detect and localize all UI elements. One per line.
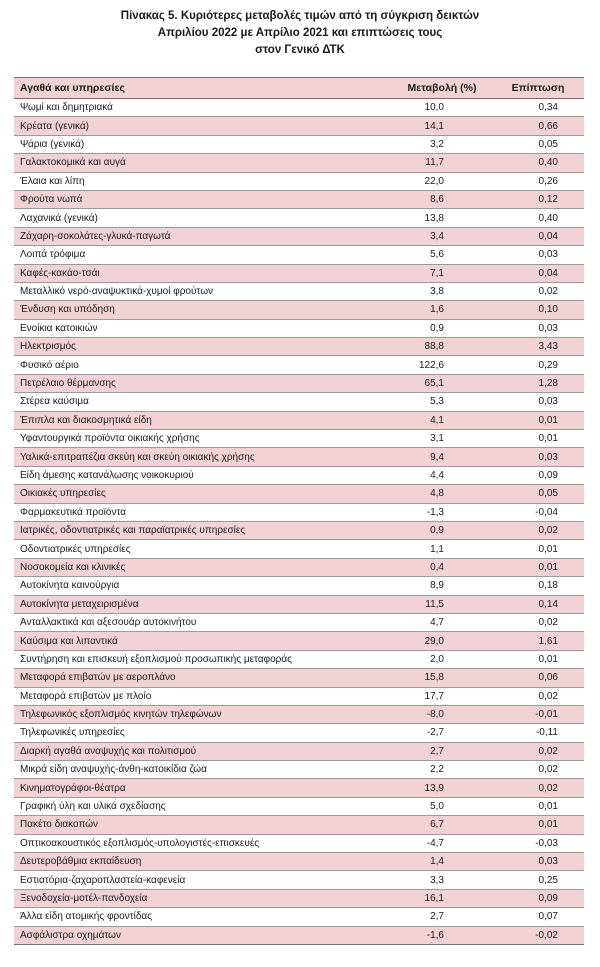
row-change-cell: 4,8 [372, 485, 492, 503]
row-impact-cell: 0,09 [492, 466, 584, 484]
row-impact-cell: 0,01 [492, 430, 584, 448]
table-row [14, 338, 584, 356]
row-goods-cell: Μεταλλικό νερό-αναψυκτικά-χυμοί φρούτων [14, 282, 372, 300]
row-impact-cell: 1,61 [492, 632, 584, 650]
row-change-cell: 5,0 [372, 797, 492, 815]
row-change-cell: 22,0 [372, 172, 492, 190]
row-impact-cell: 0,02 [492, 613, 584, 631]
row-goods-cell: Αυτοκίνητα μεταχειρισμένα [14, 595, 372, 613]
row-impact-cell: 0,04 [492, 227, 584, 245]
row-goods-cell: Άλλα είδη ατομικής φροντίδας [14, 908, 372, 926]
row-impact-cell: 0,40 [492, 154, 584, 172]
row-impact-cell: 0,02 [492, 779, 584, 797]
table-row [14, 650, 584, 668]
table-row [14, 264, 584, 282]
row-change-cell: 3,8 [372, 282, 492, 300]
row-goods-cell: Γαλακτοκομικά και αυγά [14, 154, 372, 172]
row-change-cell: 4,7 [372, 613, 492, 631]
row-goods-cell: Δευτεροβάθμια εκπαίδευση [14, 853, 372, 871]
table-row [14, 485, 584, 503]
row-goods-cell: Εστιατόρια-ζαχαροπλαστεία-καφενεία [14, 871, 372, 889]
row-change-cell: 3,3 [372, 871, 492, 889]
row-impact-cell: 0,09 [492, 889, 584, 907]
row-impact-cell: 1,28 [492, 374, 584, 392]
title-line-3: στον Γενικό ΔΤΚ [255, 44, 345, 56]
row-impact-cell: 0,01 [492, 797, 584, 815]
table-row [14, 761, 584, 779]
table-row [14, 135, 584, 153]
row-goods-cell: Ψάρια (γενικά) [14, 135, 372, 153]
table-row [14, 577, 584, 595]
row-goods-cell: Λαχανικά (γενικά) [14, 209, 372, 227]
row-impact-cell: 0,02 [492, 687, 584, 705]
row-change-cell: -1,6 [372, 926, 492, 944]
row-impact-cell: 0,03 [492, 246, 584, 264]
table-row [14, 356, 584, 374]
row-impact-cell: 0,05 [492, 485, 584, 503]
row-goods-cell: Φυσικό αέριο [14, 356, 372, 374]
row-impact-cell: 0,01 [492, 540, 584, 558]
row-impact-cell: 0,03 [492, 393, 584, 411]
row-change-cell: 4,1 [372, 411, 492, 429]
row-change-cell: 16,1 [372, 889, 492, 907]
table-row [14, 521, 584, 539]
row-change-cell: -4,7 [372, 834, 492, 852]
table-row [14, 117, 584, 135]
row-goods-cell: Γραφική ύλη και υλικά σχεδίασης [14, 797, 372, 815]
row-impact-cell: 0,06 [492, 669, 584, 687]
row-impact-cell: 0,01 [492, 816, 584, 834]
table-row [14, 374, 584, 392]
table-row [14, 227, 584, 245]
table-row [14, 632, 584, 650]
row-goods-cell: Είδη άμεσης κατανάλωσης νοικοκυριού [14, 466, 372, 484]
table-row [14, 154, 584, 172]
row-goods-cell: Ιατρικές, οδοντιατρικές και παραϊατρικές υπηρεσίες [14, 521, 372, 539]
row-goods-cell: Ασφάλιστρα οχημάτων [14, 926, 372, 944]
row-impact-cell: 0,02 [492, 282, 584, 300]
row-change-cell: 4,4 [372, 466, 492, 484]
table-row [14, 430, 584, 448]
row-impact-cell: 0,04 [492, 264, 584, 282]
row-goods-cell: Κινηματογράφοι-θέατρα [14, 779, 372, 797]
row-goods-cell: Έλαια και λίπη [14, 172, 372, 190]
row-change-cell: -8,0 [372, 705, 492, 723]
row-impact-cell: -0,01 [492, 705, 584, 723]
table-row [14, 301, 584, 319]
row-change-cell: 15,8 [372, 669, 492, 687]
row-impact-cell: 0,26 [492, 172, 584, 190]
row-goods-cell: Συντήρηση και επισκευή εξοπλισμού προσωπικής μεταφοράς [14, 650, 372, 668]
table-row [14, 834, 584, 852]
row-goods-cell: Καφές-κακάο-τσάι [14, 264, 372, 282]
row-goods-cell: Οπτικοακουστικός εξοπλισμός-υπολογιστές-επισκευές [14, 834, 372, 852]
header-impact: Επίπτωση [492, 78, 584, 99]
row-change-cell: 9,4 [372, 448, 492, 466]
header-change: Μεταβολή (%) [372, 78, 492, 99]
row-goods-cell: Ανταλλακτικά και αξεσουάρ αυτοκινήτου [14, 613, 372, 631]
row-impact-cell: -0,02 [492, 926, 584, 944]
row-impact-cell: 0,02 [492, 521, 584, 539]
row-goods-cell: Μικρά είδη αναψυχής-άνθη-κατοικίδια ζώα [14, 761, 372, 779]
row-change-cell: 14,1 [372, 117, 492, 135]
row-impact-cell: 0,18 [492, 577, 584, 595]
table-title [0, 8, 600, 59]
row-change-cell: 1,1 [372, 540, 492, 558]
table-row [14, 503, 584, 521]
row-impact-cell: 3,43 [492, 338, 584, 356]
row-change-cell: 11,5 [372, 595, 492, 613]
row-change-cell: 13,9 [372, 779, 492, 797]
table-row [14, 448, 584, 466]
row-change-cell: 0,4 [372, 558, 492, 576]
row-change-cell: 3,2 [372, 135, 492, 153]
row-impact-cell: 0,01 [492, 650, 584, 668]
table-row [14, 540, 584, 558]
row-change-cell: 122,6 [372, 356, 492, 374]
header-goods: Αγαθά και υπηρεσίες [14, 78, 372, 99]
row-impact-cell: 0,25 [492, 871, 584, 889]
row-goods-cell: Ένδυση και υπόδηση [14, 301, 372, 319]
table-row [14, 797, 584, 815]
row-impact-cell: 0,12 [492, 190, 584, 208]
table-row [14, 558, 584, 576]
row-impact-cell: 0,10 [492, 301, 584, 319]
row-goods-cell: Πακέτο διακοπών [14, 816, 372, 834]
row-change-cell: 10,0 [372, 99, 492, 117]
row-change-cell: 0,9 [372, 319, 492, 337]
row-change-cell: 2,0 [372, 650, 492, 668]
row-change-cell: 65,1 [372, 374, 492, 392]
row-impact-cell: 0,02 [492, 761, 584, 779]
row-goods-cell: Έπιπλα και διακοσμητικά είδη [14, 411, 372, 429]
row-impact-cell: 0,03 [492, 853, 584, 871]
row-change-cell: -1,3 [372, 503, 492, 521]
row-goods-cell: Υαλικά-επιτραπέζια σκεύη και σκεύη οικιακής χρήσης [14, 448, 372, 466]
table-row [14, 595, 584, 613]
table-row [14, 853, 584, 871]
row-change-cell: 2,7 [372, 908, 492, 926]
row-goods-cell: Στέρεα καύσιμα [14, 393, 372, 411]
row-change-cell: 2,7 [372, 742, 492, 760]
table-row [14, 871, 584, 889]
row-goods-cell: Λοιπά τρόφιμα [14, 246, 372, 264]
table-row [14, 724, 584, 742]
row-impact-cell: -0,03 [492, 834, 584, 852]
row-goods-cell: Πετρέλαιο θέρμανσης [14, 374, 372, 392]
row-goods-cell: Φρούτα νωπά [14, 190, 372, 208]
row-change-cell: 2,2 [372, 761, 492, 779]
row-change-cell: 5,6 [372, 246, 492, 264]
row-impact-cell: 0,01 [492, 411, 584, 429]
row-change-cell: 0,9 [372, 521, 492, 539]
row-impact-cell: 0,03 [492, 319, 584, 337]
row-impact-cell: 0,34 [492, 99, 584, 117]
title-line-2: Απριλίου 2022 με Απρίλιο 2021 και επιπτώσεις τους [157, 27, 443, 39]
row-change-cell: 3,4 [372, 227, 492, 245]
row-change-cell: 29,0 [372, 632, 492, 650]
row-goods-cell: Οικιακές υπηρεσίες [14, 485, 372, 503]
row-impact-cell: 0,03 [492, 448, 584, 466]
row-change-cell: 1,6 [372, 301, 492, 319]
row-goods-cell: Μεταφορά επιβατών με πλοίο [14, 687, 372, 705]
row-change-cell: 6,7 [372, 816, 492, 834]
row-impact-cell: 0,05 [492, 135, 584, 153]
row-change-cell: 8,6 [372, 190, 492, 208]
row-impact-cell: 0,02 [492, 742, 584, 760]
row-goods-cell: Ψωμί και δημητριακά [14, 99, 372, 117]
row-goods-cell: Μεταφορά επιβατών με αεροπλάνο [14, 669, 372, 687]
row-change-cell: 7,1 [372, 264, 492, 282]
row-change-cell: 1,4 [372, 853, 492, 871]
table-row [14, 99, 584, 117]
table-row [14, 705, 584, 723]
table-row [14, 282, 584, 300]
row-impact-cell: 0,29 [492, 356, 584, 374]
row-impact-cell: 0,14 [492, 595, 584, 613]
row-impact-cell: 0,07 [492, 908, 584, 926]
row-change-cell: 8,9 [372, 577, 492, 595]
table-row [14, 687, 584, 705]
row-goods-cell: Οδοντιατρικές υπηρεσίες [14, 540, 372, 558]
row-goods-cell: Ενοίκια κατοικιών [14, 319, 372, 337]
price-changes-table [14, 77, 584, 945]
row-goods-cell: Καύσιμα και λιπαντικά [14, 632, 372, 650]
row-goods-cell: Αυτοκίνητα καινούργια [14, 577, 372, 595]
row-change-cell: -2,7 [372, 724, 492, 742]
row-impact-cell: -0,04 [492, 503, 584, 521]
table-row [14, 172, 584, 190]
row-change-cell: 88,8 [372, 338, 492, 356]
table-row [14, 319, 584, 337]
row-goods-cell: Τηλεφωνικός εξοπλισμός κινητών τηλεφώνων [14, 705, 372, 723]
row-change-cell: 11,7 [372, 154, 492, 172]
row-goods-cell: Ξενοδοχεία-μοτέλ-πανδοχεία [14, 889, 372, 907]
table-row [14, 669, 584, 687]
table-body [14, 99, 584, 945]
row-change-cell: 5,3 [372, 393, 492, 411]
table-row [14, 209, 584, 227]
table-row [14, 246, 584, 264]
row-impact-cell: -0,11 [492, 724, 584, 742]
row-goods-cell: Υφαντουργικά προϊόντα οικιακής χρήσης [14, 430, 372, 448]
row-goods-cell: Φαρμακευτικά προϊόντα [14, 503, 372, 521]
row-goods-cell: Κρέατα (γενικά) [14, 117, 372, 135]
row-goods-cell: Τηλεφωνικές υπηρεσίες [14, 724, 372, 742]
header-row [14, 78, 584, 99]
row-change-cell: 17,7 [372, 687, 492, 705]
row-goods-cell: Ηλεκτρισμός [14, 338, 372, 356]
title-line-1: Πίνακας 5. Κυριότερες μεταβολές τιμών από τη σύγκριση δεικτών [120, 10, 480, 22]
row-goods-cell: Ζάχαρη-σοκολάτες-γλυκά-παγωτά [14, 227, 372, 245]
row-change-cell: 13,8 [372, 209, 492, 227]
table-row [14, 393, 584, 411]
table-row [14, 779, 584, 797]
table-row [14, 742, 584, 760]
table-row [14, 816, 584, 834]
table-row [14, 613, 584, 631]
row-impact-cell: 0,01 [492, 558, 584, 576]
table-row [14, 190, 584, 208]
row-goods-cell: Διαρκή αγαθά αναψυχής και πολιτισμού [14, 742, 372, 760]
row-change-cell: 3,1 [372, 430, 492, 448]
table-row [14, 889, 584, 907]
table-row [14, 411, 584, 429]
table-row [14, 908, 584, 926]
table-row [14, 466, 584, 484]
row-impact-cell: 0,40 [492, 209, 584, 227]
row-goods-cell: Νοσοκομεία και κλινικές [14, 558, 372, 576]
table-row [14, 926, 584, 944]
row-impact-cell: 0,66 [492, 117, 584, 135]
